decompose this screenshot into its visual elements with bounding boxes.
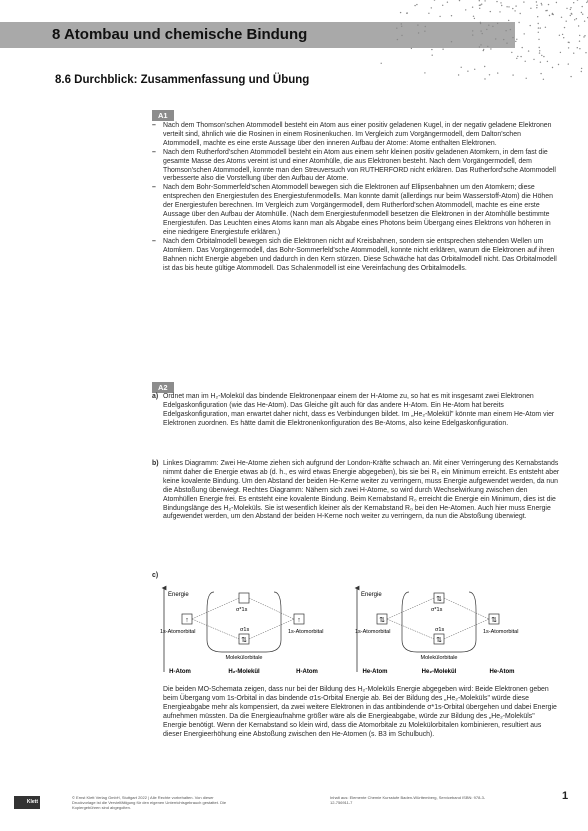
part-a-text: Ordnet man im H₂-Molekül das bindende Elektronenpaar einem der H-Atome zu, so hat es mit insgesamt zwei Elektronen Edelgaskonfiguration (wie das He-Atom). Das Gleiche gilt auch für das andere H-Atom. Ein He-Atom hat bereits Edelgaskonfiguration, man erwartet daher nicht, dass es Verbindungen bildet. Im „He₂-Molekül" könnte man einem He-Atom vier Elektronen zuordnen. Es hätte damit die Elektronenkonfiguration des Be-Atoms, also keine Edelgaskonfiguration. <box>163 393 555 427</box>
sigma-star-label: σ*1s <box>236 607 248 613</box>
atomorbital-label-left: 1s-Atomorbital <box>160 629 196 635</box>
atomorbital-label-left: 1s-Atomorbital <box>355 629 391 635</box>
he-atom-label: He-Atom <box>362 669 388 675</box>
part-a-mark: a) <box>152 393 159 400</box>
a2-part-c-mark: c) <box>152 572 159 579</box>
electron-up: ↑ <box>297 617 301 624</box>
a1-item: – Nach dem Rutherford'schen Atommodell besteht ein Atom aus einem sehr kleinen positiv geladenen Atomkern, in dem fast die gesamte Masse des Atoms vereint ist und einer Atomhülle, die aus Elektronen besteht. Nach dem Vorgängermodell, dem Thomson'schen Atommodell, konnte man den Streuversuch von RUTHERFORD nicht erklären. Das Rutherford'sche Atommodell verbesserte also die Vorstellung über den Aufbau der Atome. <box>152 148 556 183</box>
sigma-label: σ1s <box>240 627 250 633</box>
electron-pair: ⇅ <box>436 637 442 644</box>
footer-copyright: © Ernst Klett Verlag GmbH, Stuttgart 2022 | Alle Rechte vorbehalten. Von dieser Druckvorlage ist die Vervielfältigung für den eigenen Unterrichtsgebrauch gestattet. Die Kopiergebühren sind abgegolten. <box>72 795 227 810</box>
a1-item: – Nach dem Bohr-Sommerfeld'schen Atommodell bewegen sich die Elektronen auf Ellipsenbahnen um den Atomkern; diese entsprechen den Energiestufen des Energiestufenmodells. Man konnte damit (allerdings nur beim Wasserstoff-Atom) die Höhen der Energiestufen berechnen. Im Vergleich zum Vorgängermodell, dem Rutherford'schen Atommodell, machte es eine erste Aussage über den Aufbau der Atomhülle. (Nach dem Energiestufenmodell besetzen die Elektronen in der Atomhülle bestimmte Energiestufen. Das Leuchten eines Atoms kann man als Abgabe eines Photons beim Übergang eines Elektrons von höheren in eine niedrigere Energiestufe erklären.) <box>152 184 553 236</box>
atomorbital-label-right: 1s-Atomorbital <box>483 629 519 635</box>
h-atom-label: H-Atom <box>169 669 191 675</box>
he2-molecule-label: He₂-Molekül <box>421 669 457 675</box>
he-atom-label: He-Atom <box>489 669 515 675</box>
antibonding-orbital-box <box>239 593 249 603</box>
h-atom-label: H-Atom <box>296 669 318 675</box>
electron-pair: ⇅ <box>241 637 247 644</box>
a1-item: – Nach dem Orbitalmodell bewegen sich die Elektronen nicht auf Kreisbahnen, sondern sie entsprechen stehenden Wellen um Atomkern. Das Vorgängermodell, das Bohr-Sommerfeld'sche Atommodell, konnte nicht erklären, warum die Elektronen auf ihren Bahnen nicht Energie abgeben und dadurch in den Kern stürzen. Diese Schwäche hat das Orbitalmodell nicht. Das Orbitalmodell ist das bis heute gültige Atommodell. Das Schalenmodell ist eine Vereinfachung des Orbitalmodells. <box>152 237 557 272</box>
decorative-dot-pattern <box>378 0 588 80</box>
a1-list <box>152 122 560 273</box>
energy-label: Energie <box>361 592 382 598</box>
electron-pair: ⇅ <box>436 596 442 603</box>
a2-part-a <box>152 393 560 429</box>
a2-part-b <box>152 460 560 522</box>
task-label-a1: A1 <box>152 110 174 121</box>
klett-logo: Klett <box>14 796 40 809</box>
chapter-title: 8 Atombau und chemische Bindung <box>52 26 308 43</box>
molecular-orbitals-label: Molekülorbitale <box>420 655 458 661</box>
part-b-mark: b) <box>152 460 159 467</box>
sigma-star-label: σ*1s <box>431 607 443 613</box>
h2-molecule-label: H₂-Molekül <box>228 669 260 675</box>
mo-diagrams <box>152 580 552 680</box>
electron-up: ↑ <box>185 617 189 624</box>
energy-label: Energie <box>168 592 189 598</box>
atomorbital-label-right: 1s-Atomorbital <box>288 629 324 635</box>
page-number: 1 <box>562 790 569 802</box>
a2-part-c-text: Die beiden MO-Schemata zeigen, dass nur bei der Bildung des H₂-Moleküls Energie abgegeben wird: Beide Elektronen geben beim Übergang vom 1s-Orbital in das bindende σ1s-Orbital Energie ab. Bei der Bildung des „He₂-Moleküls" würde diese Energieabgabe mehr als kompensiert, da zwei weitere Elektronen in das antibindende σ*1s-Orbital übergehen und dabei Energie aufnehmen müssten. Da die Energieaufnahme größer wäre als die Energieabgabe, würde zur Bildung des „He₂-Moleküls" Energie benötigt. Wenn der Kernabstand so klein wird, dass die Atomorbitale zu Molekülorbitalen kombinieren, resultiert aus dieser Energieerhöhung eine Abstoßung zwischen den He-Atomen (s. B3 im Schulbuch). <box>163 686 557 738</box>
molecular-orbitals-label: Molekülorbitale <box>225 655 263 661</box>
sigma-label: σ1s <box>435 627 445 633</box>
part-b-text: Linkes Diagramm: Zwei He-Atome ziehen sich aufgrund der London-Kräfte schwach an. Mit einer Verringerung des Kernabstands nimmt daher die Energie etwas ab (d. h., es wird etwas Energie abgegeben), bis sie bei R₀ ein Minimum erreicht. Es entsteht aber keine kovalente Bindung. Um den Abstand der beiden He-Kerne weiter zu verringern, muss Energie aufgewendet werden, da nun die Abstoßung überwiegt. Rechtes Diagramm: Nähern sich zwei H-Atome, so wird durch Wechselwirkung zwischen den Atomhüllen Energie frei. Es entsteht eine kovalente Bindung. Beim Kernabstand R₀ erreicht die Energie ein Minimum, dies ist die Bindungslänge des H₂-Moleküls. Sie ist wesentlich kleiner als der Kernabstand R₀ bei den He-Atomen. Auch hier muss Energie aufgewendet werden, um den Abstand der beiden H-Kerne noch weiter zu verringern, da nun die Abstoßung überwiegt. <box>163 460 560 521</box>
electron-pair: ⇅ <box>491 617 497 624</box>
task-label-a2: A2 <box>152 382 174 393</box>
section-title: 8.6 Durchblick: Zusammenfassung und Übung <box>55 74 310 86</box>
footer-source: Inhalt aus: Elemente Chemie Kursstufe Baden-Württemberg, Serviceband ISBN: 978-3-12-756911-7 <box>330 795 486 805</box>
a1-item: – Nach dem Thomson'schen Atommodell besteht ein Atom aus einer positiv geladenen Kugel, in der negativ geladene Elektronen verteilt sind, ähnlich wie die Rosinen in einem Rosinenkuchen. Im Vergleich zum Vorgängermodell, dem Dalton'schen Atommodell, machte es eine erste Aussage über den inneren Aufbau der Atome: Atome enthalten Elektronen. <box>152 122 552 147</box>
electron-pair: ⇅ <box>379 617 385 624</box>
